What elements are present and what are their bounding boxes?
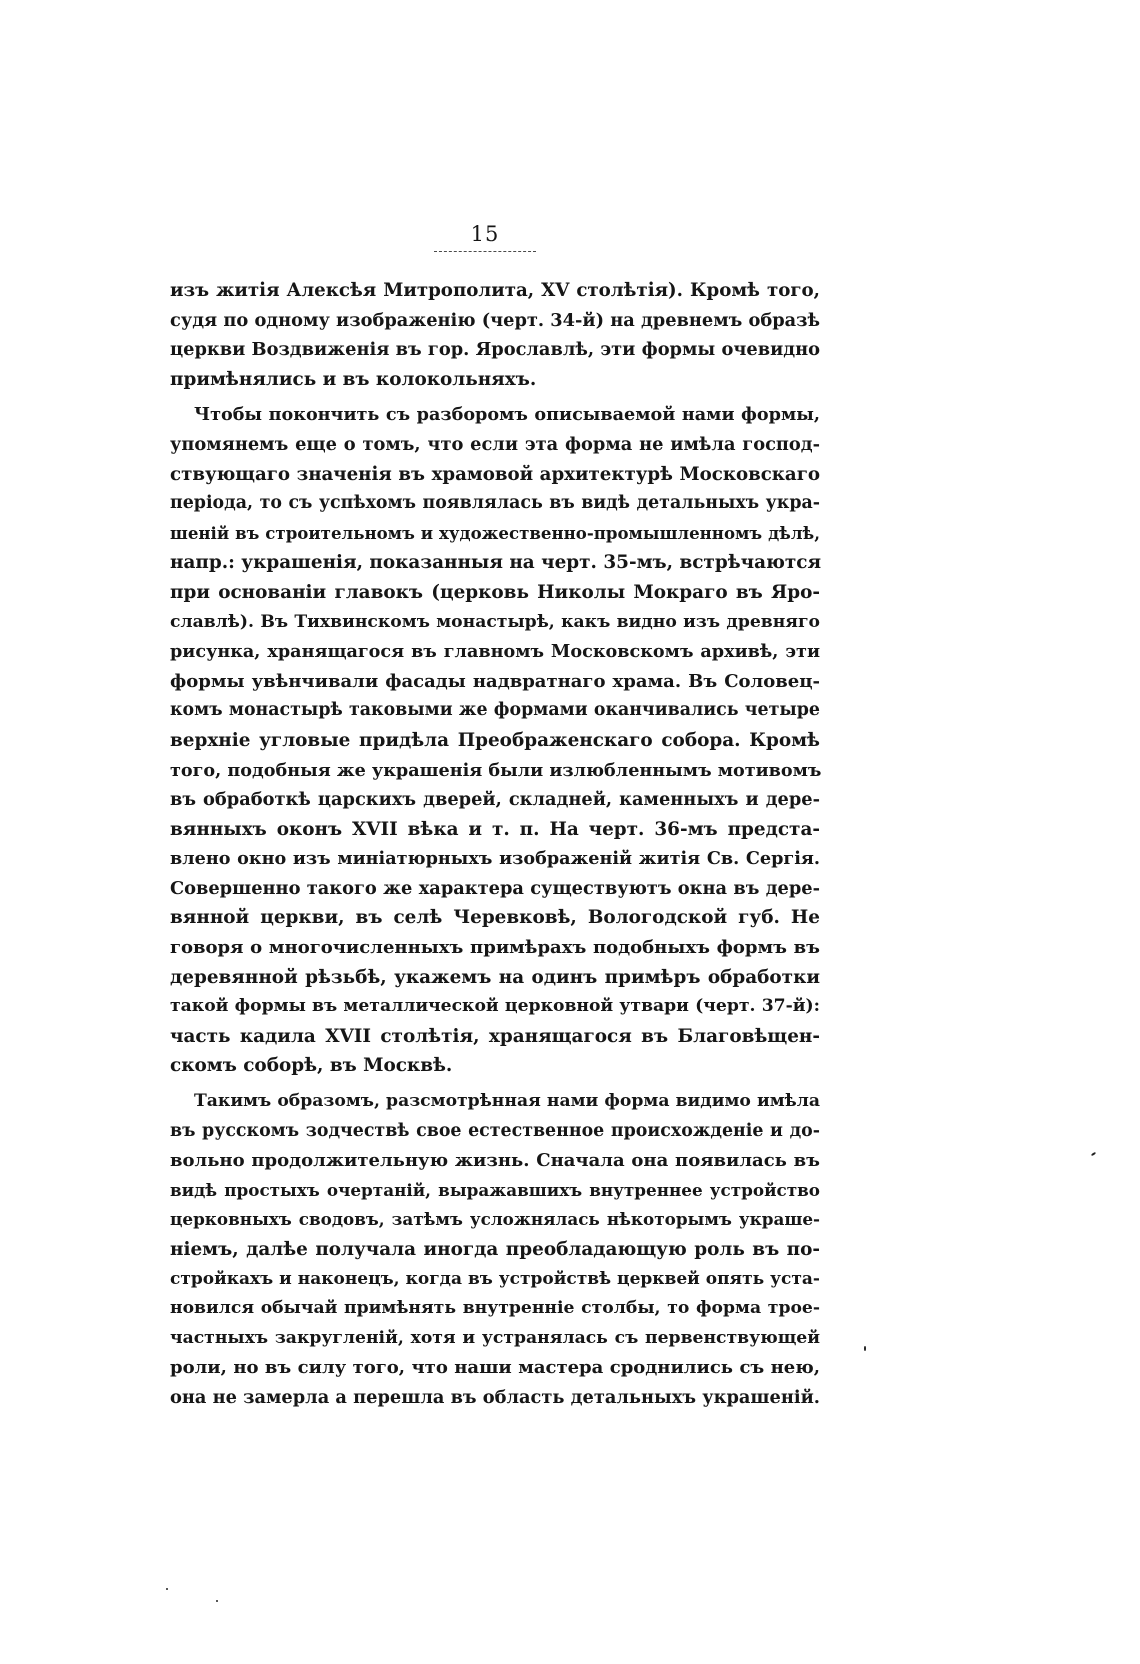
- body-text: [170, 276, 820, 1413]
- text-line: Чтобы покончить съ разборомъ описываемой нами формы,: [194, 404, 820, 426]
- text-line: скомъ соборѣ, въ Москвѣ.: [170, 1055, 453, 1077]
- text-line: рисунка, хранящагося въ главномъ Московскомъ архивѣ, эти: [170, 641, 820, 663]
- text-line: шеній въ строительномъ и художественно-промышленномъ дѣлѣ,: [170, 522, 820, 543]
- text-line: вянныхъ оконъ XVII вѣка и т. п. На черт. 36-мъ предста-: [170, 818, 820, 840]
- text-line: комъ монастырѣ таковыми же формами оканчивались четыре: [170, 700, 820, 721]
- text-line: судя по одному изображенію (черт. 34-й) на древнемъ образѣ: [170, 309, 821, 331]
- text-line: въ обработкѣ царскихъ дверей, складней, каменныхъ и дере-: [170, 789, 820, 811]
- text-line: формы увѣнчивали фасады надвратнаго храма. Въ Соловец-: [170, 670, 820, 692]
- text-line: изъ житія Алексѣя Митрополита, XV столѣтія). Кромѣ того,: [170, 280, 820, 301]
- text-line: роли, но въ силу того, что наши мастера сроднились съ нею,: [170, 1357, 820, 1379]
- paragraph-1: [170, 276, 820, 394]
- text-line: того, подобныя же украшенія были излюбленнымъ мотивомъ: [170, 759, 822, 781]
- text-line: она не замерла а перешла въ область детальныхъ украшеній.: [170, 1386, 820, 1408]
- text-line: частныхъ закругленій, хотя и устранялась съ первенствующей: [170, 1327, 820, 1348]
- scan-speck: [864, 1346, 866, 1351]
- text-line: ніемъ, далѣе получала иногда преобладающую роль въ по-: [170, 1239, 820, 1260]
- text-line: говоря о многочисленныхъ примѣрахъ подобныхъ формъ въ: [170, 937, 820, 959]
- page-number-rule: [434, 251, 536, 252]
- scan-speck: [1091, 1152, 1096, 1157]
- text-line: упомянемъ еще о томъ, что если эта форма не имѣла господ-: [170, 433, 820, 455]
- text-line: ствующаго значенія въ храмовой архитектурѣ Московскаго: [170, 463, 820, 485]
- text-line: такой формы въ металлической церковной утвари (черт. 37-й):: [170, 996, 820, 1017]
- text-line: церковныхъ сводовъ, затѣмъ усложнялась нѣкоторымъ украше-: [170, 1209, 820, 1230]
- text-line: въ русскомъ зодчествѣ свое естественное происхожденіе и до-: [170, 1120, 820, 1141]
- scan-speck: [166, 1588, 168, 1590]
- text-line: вянной церкви, въ селѣ Черевковѣ, Вологодской губ. Не: [170, 907, 820, 929]
- text-line: напр.: украшенія, показанныя на черт. 35-мъ, встрѣчаются: [170, 552, 822, 574]
- paragraph-2: [170, 400, 820, 1081]
- text-line: деревянной рѣзьбѣ, укажемъ на одинъ примѣръ обработки: [170, 966, 820, 988]
- text-line: Совершенно такого же характера существуютъ окна въ дере-: [170, 877, 820, 899]
- text-line: періода, то съ успѣхомъ появлялась въ видѣ детальныхъ укра-: [170, 493, 820, 514]
- text-line: видѣ простыхъ очертаній, выражавшихъ внутреннее устройство: [170, 1179, 820, 1200]
- text-line: новился обычай примѣнять внутренніе столбы, то форма трое-: [170, 1298, 820, 1319]
- text-line: церкви Воздвиженія въ гор. Ярославлѣ, эти формы очевидно: [170, 339, 820, 361]
- text-line: стройкахъ и наконецъ, когда въ устройствѣ церквей опять уста-: [170, 1268, 820, 1289]
- scan-speck: [216, 1600, 218, 1602]
- paragraph-3: [170, 1087, 820, 1413]
- text-line: верхніе угловые придѣла Преображенскаго собора. Кромѣ: [170, 729, 820, 751]
- text-line: славлѣ). Въ Тихвинскомъ монастырѣ, какъ видно изъ древняго: [170, 611, 820, 632]
- text-line: часть кадила XVII столѣтія, хранящагося въ Благовѣщен-: [170, 1025, 820, 1047]
- text-line: примѣнялись и въ колокольняхъ.: [170, 368, 537, 390]
- page-number: 15: [470, 222, 500, 246]
- text-line: Такимъ образомъ, разсмотрѣнная нами форма видимо имѣла: [194, 1091, 820, 1112]
- text-line: влено окно изъ миніатюрныхъ изображеній житія Св. Сергія.: [170, 848, 820, 870]
- text-line: вольно продолжительную жизнь. Сначала она появилась въ: [170, 1150, 820, 1172]
- text-line: при основаніи главокъ (церковь Николы Мокраго въ Яро-: [170, 581, 820, 603]
